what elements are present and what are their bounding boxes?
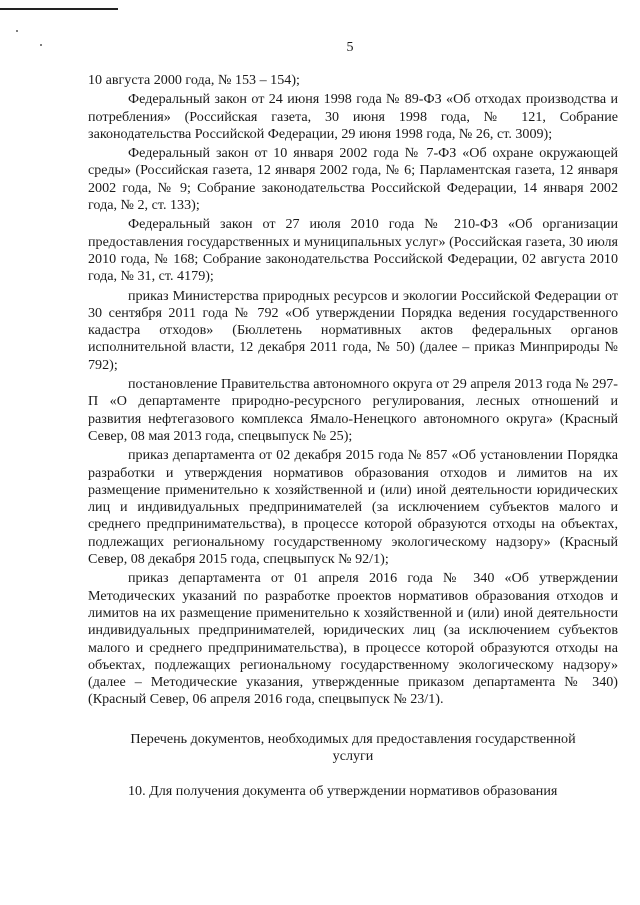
- paragraph-6: постановление Правительства автономного округа от 29 апреля 2013 года № 297-П «О департаменте природно-ресурсного регулирования, лесных отношений и развития нефтегазового комплекса Ямало-Ненецкого автономного округа» (Красный Север, 08 мая 2013 года, спецвыпуск № 25);: [88, 376, 618, 444]
- section-heading: Перечень документов, необходимых для предоставления государственной услуги: [130, 730, 576, 764]
- paragraph-1: 10 августа 2000 года, № 153 – 154);: [88, 72, 300, 88]
- document-body: [88, 72, 618, 803]
- paragraph-2: Федеральный закон от 24 июня 1998 года № 89-ФЗ «Об отходах производства и потребления» (Российская газета, 30 июня 1998 года, № 121, Собрание законодательства Российской Федерации, 29 июня 1998 года, № 26, ст. 3009);: [88, 91, 618, 142]
- page-number: 5: [346, 40, 354, 55]
- scan-edge-mark: [0, 8, 118, 10]
- paragraph-3: Федеральный закон от 10 января 2002 года № 7-ФЗ «Об охране окружающей среды» (Российская газета, 12 января 2002 года, № 6; Парламентская газета, 12 января 2002 года, № 9; Собрание законодательства Российской Федерации, 14 января 2002 года, № 2, ст. 133);: [88, 145, 618, 214]
- paragraph-5: приказ Министерства природных ресурсов и экологии Российской Федерации от 30 сентября 2011 года № 792 «Об утверждении Порядка ведения государственного кадастра отходов» (Бюллетень нормативных актов федеральных органов исполнительной власти, 12 декабря 2011 года, № 50) (далее – приказ Минприроды № 792);: [88, 287, 618, 373]
- paragraph-7: приказ департамента от 02 декабря 2015 года № 857 «Об установлении Порядка разработки и утверждения нормативов образования отходов и лимитов на их размещение применительно к хозяйственной и (или) иной деятельности юридических лиц и индивидуальных предпринимателей (за исключением субъектов малого и среднего предпринимательства), в процессе которой образуются отходы на объектах, подлежащих региональному государственному экологическому надзору» (Красный Север, 08 декабря 2015 года, спецвыпуск № 92/1);: [88, 447, 618, 568]
- paragraph-8: приказ департамента от 01 апреля 2016 года № 340 «Об утверждении Методических указаний по разработке проектов нормативов образования отходов и лимитов на их размещение применительно к хозяйственной и (или) иной деятельности индивидуальных предпринимателей, юридических лиц (за исключением субъектов малого и среднего предпринимательства), в процессе которой образуются отходы на объектах, подлежащих региональному государственному экологическому надзору» (далее – Методические указания, утвержденные приказом департамента № 340) (Красный Север, 06 апреля 2016 года, спецвыпуск № 23/1).: [88, 570, 618, 708]
- paragraph-9: 10. Для получения документа об утверждении нормативов образования: [128, 783, 558, 800]
- paragraph-4: Федеральный закон от 27 июля 2010 года № 210-ФЗ «Об организации предоставления государственных и муниципальных услуг» (Российская газета, 30 июля 2010 года, № 168; Собрание законодательства Российской Федерации, 02 августа 2010 года, № 31, ст. 4179);: [88, 216, 618, 285]
- scan-speck: [16, 30, 18, 32]
